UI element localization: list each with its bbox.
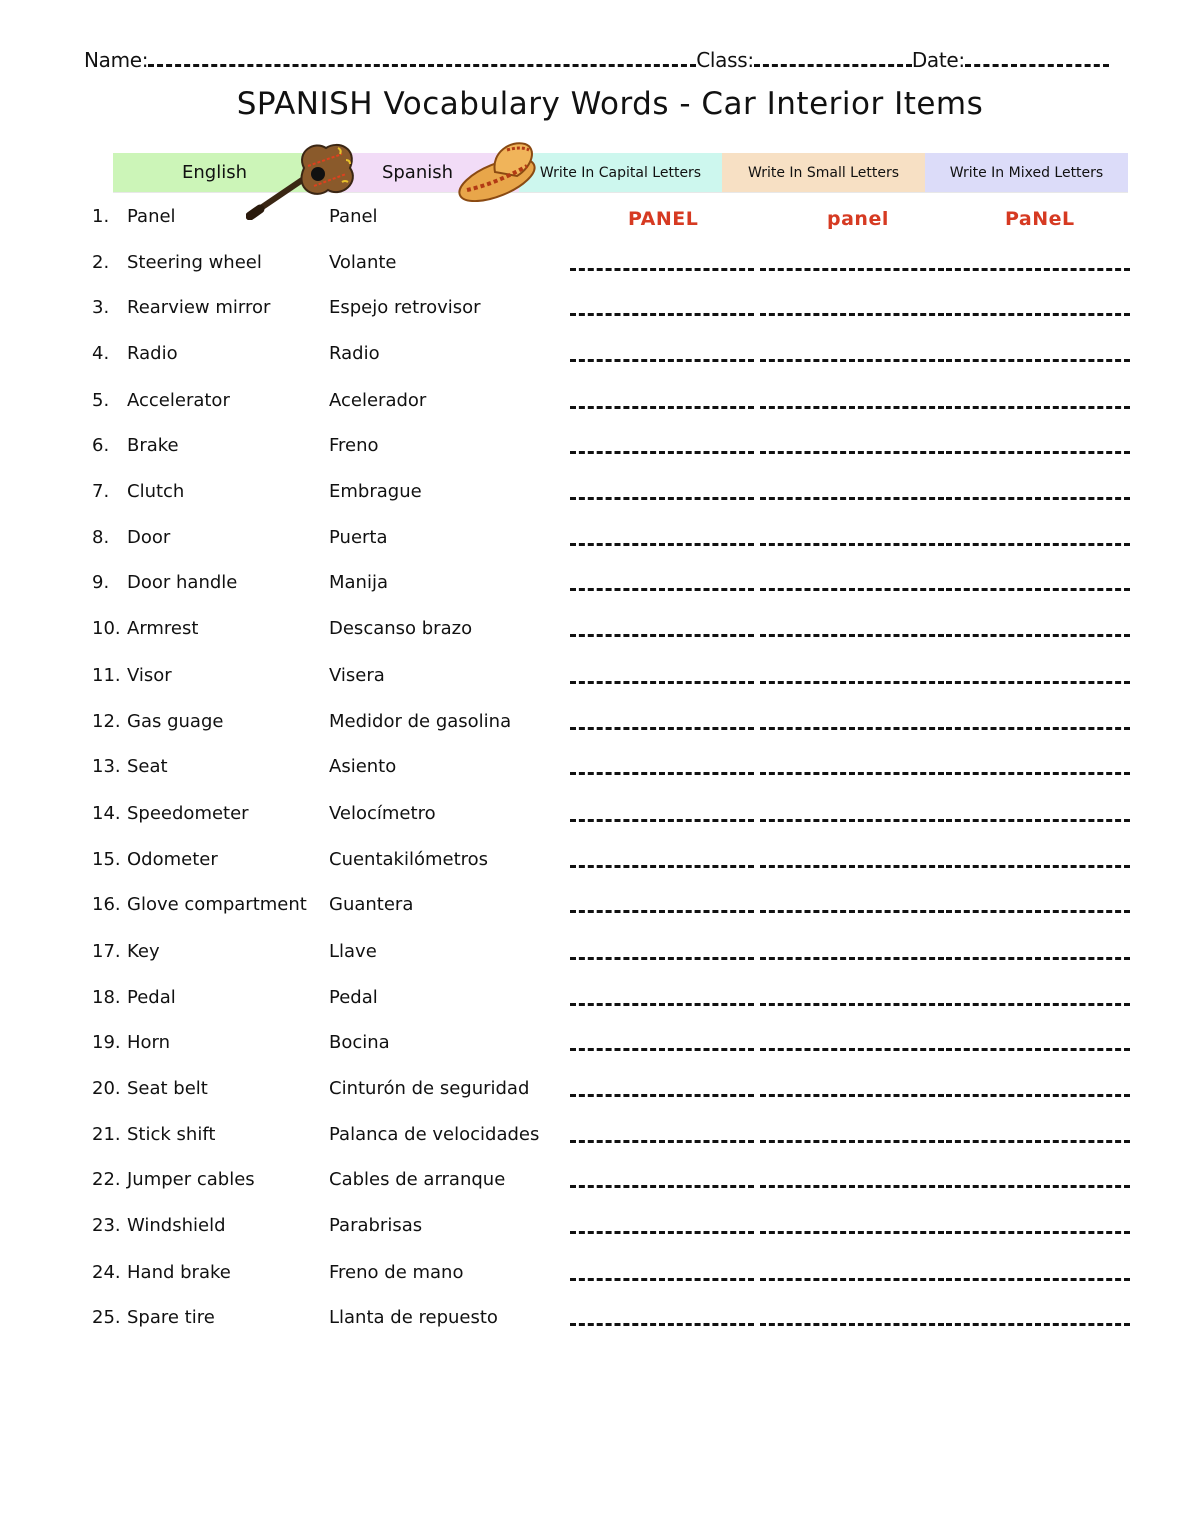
write-line-capital[interactable]: [570, 634, 754, 637]
spanish-word: Volante: [329, 252, 397, 273]
write-line-mixed[interactable]: [946, 451, 1130, 454]
write-line-small[interactable]: [760, 634, 944, 637]
write-line-capital[interactable]: [570, 957, 754, 960]
spanish-word: Medidor de gasolina: [329, 711, 512, 732]
write-line-capital[interactable]: [570, 1278, 754, 1281]
english-word: Odometer: [127, 849, 218, 870]
spanish-word: Freno de mano: [329, 1262, 464, 1283]
spanish-word: Cuentakilómetros: [329, 849, 489, 870]
class-field[interactable]: [754, 50, 912, 67]
write-line-mixed[interactable]: [946, 588, 1130, 591]
english-word: Brake: [127, 435, 179, 456]
write-line-small[interactable]: [760, 727, 944, 730]
sample-capital: PANEL: [628, 208, 699, 230]
spanish-word: Radio: [329, 343, 380, 364]
spanish-word: Cinturón de seguridad: [329, 1078, 530, 1099]
spanish-word: Parabrisas: [329, 1215, 423, 1236]
english-word: Speedometer: [127, 803, 249, 824]
write-line-small[interactable]: [760, 819, 944, 822]
item-number: 17.: [92, 941, 121, 962]
name-field[interactable]: [148, 50, 696, 67]
spanish-word: Llanta de repuesto: [329, 1307, 498, 1328]
english-word: Hand brake: [127, 1262, 231, 1283]
write-line-small[interactable]: [760, 1185, 944, 1188]
write-line-capital[interactable]: [570, 313, 754, 316]
item-number: 22.: [92, 1169, 121, 1190]
item-number: 14.: [92, 803, 121, 824]
list-item: [92, 1078, 1132, 1102]
item-number: 1.: [92, 206, 110, 227]
list-item: [92, 252, 1132, 276]
write-line-capital[interactable]: [570, 772, 754, 775]
write-line-capital[interactable]: [570, 1094, 754, 1097]
write-line-mixed[interactable]: [946, 1140, 1130, 1143]
write-line-capital[interactable]: [570, 681, 754, 684]
write-line-capital[interactable]: [570, 865, 754, 868]
list-item: [92, 987, 1132, 1011]
english-word: Armrest: [127, 618, 199, 639]
list-item: [92, 1307, 1132, 1331]
write-line-capital[interactable]: [570, 727, 754, 730]
spanish-word: Bocina: [329, 1032, 390, 1053]
spanish-word: Llave: [329, 941, 377, 962]
item-number: 20.: [92, 1078, 121, 1099]
english-word: Door: [127, 527, 171, 548]
write-line-mixed[interactable]: [946, 1185, 1130, 1188]
spanish-word: Velocímetro: [329, 803, 436, 824]
write-line-mixed[interactable]: [946, 819, 1130, 822]
list-item: [92, 527, 1132, 551]
write-line-small[interactable]: [760, 910, 944, 913]
write-line-mixed[interactable]: [946, 497, 1130, 500]
write-line-small[interactable]: [760, 1323, 944, 1326]
page-title: SPANISH Vocabulary Words - Car Interior Items: [236, 86, 984, 122]
column-header-label: Write In Small Letters: [747, 164, 899, 181]
list-item: [92, 711, 1132, 735]
list-item: [92, 665, 1132, 689]
write-line-mixed[interactable]: [946, 772, 1130, 775]
spanish-word: Cables de arranque: [329, 1169, 506, 1190]
item-number: 8.: [92, 527, 110, 548]
item-number: 13.: [92, 756, 121, 777]
list-item: [92, 618, 1132, 642]
list-item: [92, 435, 1132, 459]
item-number: 5.: [92, 390, 110, 411]
english-word: Steering wheel: [127, 252, 262, 273]
item-number: 21.: [92, 1124, 121, 1145]
column-header-label: Write In Capital Letters: [539, 164, 702, 181]
item-number: 7.: [92, 481, 110, 502]
english-word: Seat: [127, 756, 168, 777]
write-line-capital[interactable]: [570, 588, 754, 591]
item-number: 11.: [92, 665, 121, 686]
write-line-mixed[interactable]: [946, 957, 1130, 960]
sample-small: panel: [827, 208, 889, 230]
english-word: Horn: [127, 1032, 171, 1053]
write-line-mixed[interactable]: [946, 406, 1130, 409]
write-line-capital[interactable]: [570, 1003, 754, 1006]
list-item: [92, 756, 1132, 780]
write-line-capital[interactable]: [570, 1323, 754, 1326]
item-number: 24.: [92, 1262, 121, 1283]
write-line-capital[interactable]: [570, 543, 754, 546]
student-info-line: [84, 48, 1124, 72]
date-field[interactable]: [965, 50, 1109, 67]
list-item: [92, 1262, 1132, 1286]
column-header-small: [722, 153, 925, 193]
write-line-mixed[interactable]: [946, 634, 1130, 637]
english-word: Gas guage: [127, 711, 224, 732]
write-line-capital[interactable]: [570, 1140, 754, 1143]
english-word: Windshield: [127, 1215, 226, 1236]
spanish-word: Puerta: [329, 527, 388, 548]
item-number: 12.: [92, 711, 121, 732]
column-header-capital: [519, 153, 722, 193]
write-line-small[interactable]: [760, 313, 944, 316]
column-header-label: Write In Mixed Letters: [949, 164, 1104, 181]
sombrero-icon: [455, 138, 545, 202]
write-line-mixed[interactable]: [946, 865, 1130, 868]
write-line-small[interactable]: [760, 772, 944, 775]
spanish-word: Panel: [329, 206, 378, 227]
list-item: [92, 1169, 1132, 1193]
write-line-capital[interactable]: [570, 451, 754, 454]
write-line-mixed[interactable]: [946, 313, 1130, 316]
english-word: Radio: [127, 343, 178, 364]
write-line-capital[interactable]: [570, 1185, 754, 1188]
write-line-small[interactable]: [760, 1140, 944, 1143]
write-line-capital[interactable]: [570, 406, 754, 409]
write-line-mixed[interactable]: [946, 359, 1130, 362]
write-line-mixed[interactable]: [946, 681, 1130, 684]
write-line-mixed[interactable]: [946, 1048, 1130, 1051]
list-item: [92, 481, 1132, 505]
write-line-small[interactable]: [760, 1094, 944, 1097]
write-line-small[interactable]: [760, 865, 944, 868]
date-label: Date:: [911, 48, 965, 72]
item-number: 10.: [92, 618, 121, 639]
write-line-mixed[interactable]: [946, 727, 1130, 730]
english-word: Accelerator: [127, 390, 230, 411]
write-line-small[interactable]: [760, 1231, 944, 1234]
item-number: 6.: [92, 435, 110, 456]
spanish-word: Descanso brazo: [329, 618, 473, 639]
spanish-word: Espejo retrovisor: [329, 297, 481, 318]
write-line-small[interactable]: [760, 497, 944, 500]
spanish-word: Visera: [329, 665, 385, 686]
english-word: Jumper cables: [127, 1169, 255, 1190]
write-line-mixed[interactable]: [946, 1094, 1130, 1097]
list-item: [92, 572, 1132, 596]
write-line-mixed[interactable]: [946, 1278, 1130, 1281]
write-line-capital[interactable]: [570, 910, 754, 913]
write-line-small[interactable]: [760, 451, 944, 454]
spanish-word: Acelerador: [329, 390, 427, 411]
english-word: Rearview mirror: [127, 297, 271, 318]
list-item: [92, 1124, 1132, 1148]
list-item: [92, 1032, 1132, 1056]
item-number: 25.: [92, 1307, 121, 1328]
write-line-mixed[interactable]: [946, 543, 1130, 546]
write-line-small[interactable]: [760, 406, 944, 409]
item-number: 9.: [92, 572, 110, 593]
write-line-small[interactable]: [760, 681, 944, 684]
column-header-mixed: [925, 153, 1128, 193]
spanish-word: Asiento: [329, 756, 397, 777]
write-line-capital[interactable]: [570, 268, 754, 271]
english-word: Visor: [127, 665, 172, 686]
list-item: [92, 803, 1132, 827]
column-header-label: English: [182, 162, 247, 183]
write-line-mixed[interactable]: [946, 1003, 1130, 1006]
write-line-mixed[interactable]: [946, 268, 1130, 271]
english-word: Door handle: [127, 572, 238, 593]
sample-mixed: PaNeL: [1005, 208, 1075, 230]
write-line-small[interactable]: [760, 1278, 944, 1281]
english-word: Stick shift: [127, 1124, 216, 1145]
write-line-small[interactable]: [760, 957, 944, 960]
item-number: 23.: [92, 1215, 121, 1236]
spanish-word: Embrague: [329, 481, 422, 502]
item-number: 19.: [92, 1032, 121, 1053]
write-line-small[interactable]: [760, 543, 944, 546]
spanish-word: Freno: [329, 435, 379, 456]
write-line-capital[interactable]: [570, 1231, 754, 1234]
write-line-capital[interactable]: [570, 497, 754, 500]
write-line-small[interactable]: [760, 1048, 944, 1051]
spanish-word: Palanca de velocidades: [329, 1124, 540, 1145]
column-header-label: Spanish: [381, 162, 454, 183]
class-label: Class:: [696, 48, 754, 72]
write-line-capital[interactable]: [570, 359, 754, 362]
name-label: Name:: [84, 48, 149, 72]
english-word: Seat belt: [127, 1078, 208, 1099]
list-item: [92, 941, 1132, 965]
write-line-capital[interactable]: [570, 1048, 754, 1051]
spanish-word: Guantera: [329, 894, 414, 915]
item-number: 4.: [92, 343, 110, 364]
write-line-small[interactable]: [760, 268, 944, 271]
english-word: Key: [127, 941, 160, 962]
spanish-word: Manija: [329, 572, 389, 593]
english-word: Clutch: [127, 481, 185, 502]
item-number: 2.: [92, 252, 110, 273]
write-line-mixed[interactable]: [946, 1323, 1130, 1326]
write-line-small[interactable]: [760, 1003, 944, 1006]
write-line-small[interactable]: [760, 588, 944, 591]
item-number: 16.: [92, 894, 121, 915]
item-number: 18.: [92, 987, 121, 1008]
list-item: [92, 206, 1132, 230]
write-line-small[interactable]: [760, 359, 944, 362]
list-item: [92, 894, 1132, 918]
list-item: [92, 297, 1132, 321]
write-line-mixed[interactable]: [946, 1231, 1130, 1234]
list-item: [92, 390, 1132, 414]
english-word: Glove compartment: [127, 894, 307, 915]
spanish-word: Pedal: [329, 987, 378, 1008]
item-number: 3.: [92, 297, 110, 318]
english-word: Panel: [127, 206, 176, 227]
list-item: [92, 1215, 1132, 1239]
english-word: Spare tire: [127, 1307, 215, 1328]
list-item: [92, 343, 1132, 367]
write-line-capital[interactable]: [570, 819, 754, 822]
english-word: Pedal: [127, 987, 176, 1008]
list-item: [92, 849, 1132, 873]
write-line-mixed[interactable]: [946, 910, 1130, 913]
item-number: 15.: [92, 849, 121, 870]
